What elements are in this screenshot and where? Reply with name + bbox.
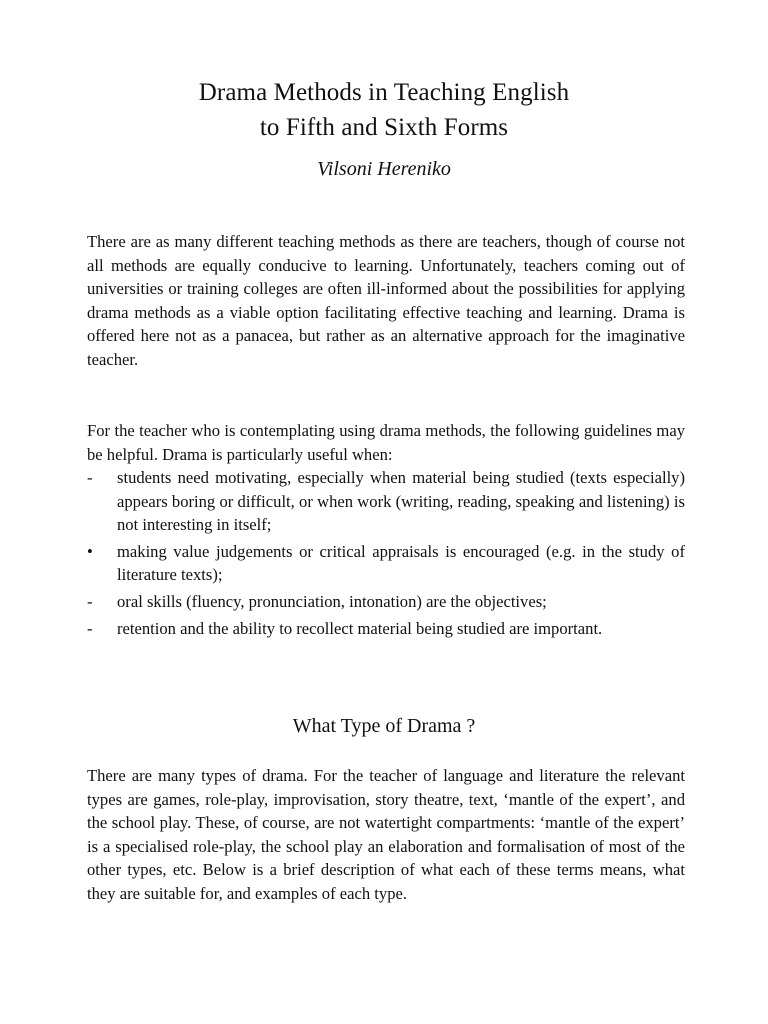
types-paragraph: There are many types of drama. For the teacher of language and literature the relevant types are games, role-play, improvisation, story theatre, text, ‘mantle of the expert’, and the school play. These, of course, are not watertight compartments: ‘mantle of the expert’ is a specialised role-play, the school play an elaboration and formalisation of most of the other types, etc. Below is a brief description of what each of these terms means, what they are suitable for, and examples of each type. bbox=[87, 766, 685, 903]
list-item bbox=[87, 617, 685, 641]
list-item-text: making value judgements or critical appraisals is encouraged (e.g. in the study of literature texts); bbox=[117, 541, 685, 585]
list-item bbox=[87, 466, 685, 537]
list-item-text: oral skills (fluency, pronunciation, intonation) are the objectives; bbox=[117, 591, 547, 611]
section-heading: What Type of Drama ? bbox=[292, 715, 476, 737]
guidelines-paragraph: For the teacher who is contemplating using drama methods, the following guidelines may be helpful. Drama is particularly useful when: bbox=[87, 421, 685, 464]
list-item bbox=[87, 540, 685, 587]
bullet-dash: - bbox=[87, 591, 93, 611]
guidelines-list bbox=[87, 466, 685, 643]
bullet-dash: - bbox=[87, 618, 93, 638]
bullet-dash: - bbox=[87, 468, 93, 487]
article-title-line-2: to Fifth and Sixth Forms bbox=[259, 114, 509, 141]
article-title-line-1: Drama Methods in Teaching English bbox=[198, 79, 570, 106]
list-item-text: students need motivating, especially when material being studied (texts especially) appears boring or difficult, or when work (writing, reading, speaking and listening) is not interesting in itself; bbox=[117, 468, 685, 535]
author-name: Vilsoni Hereniko bbox=[317, 158, 451, 180]
bullet-dot: • bbox=[87, 541, 93, 561]
list-item-text: retention and the ability to recollect material being studied are important. bbox=[117, 618, 603, 638]
intro-paragraph: There are as many different teaching methods as there are teachers, though of course not all methods are equally conducive to learning. Unfortunately, teachers coming out of universities or training colleges are often ill-informed about the possibilities for applying drama methods as a viable option facilitating effective teaching and learning. Drama is offered here not as a panacea, but rather as an alternative approach for the imaginative teacher. bbox=[87, 232, 685, 369]
list-item bbox=[87, 590, 685, 614]
